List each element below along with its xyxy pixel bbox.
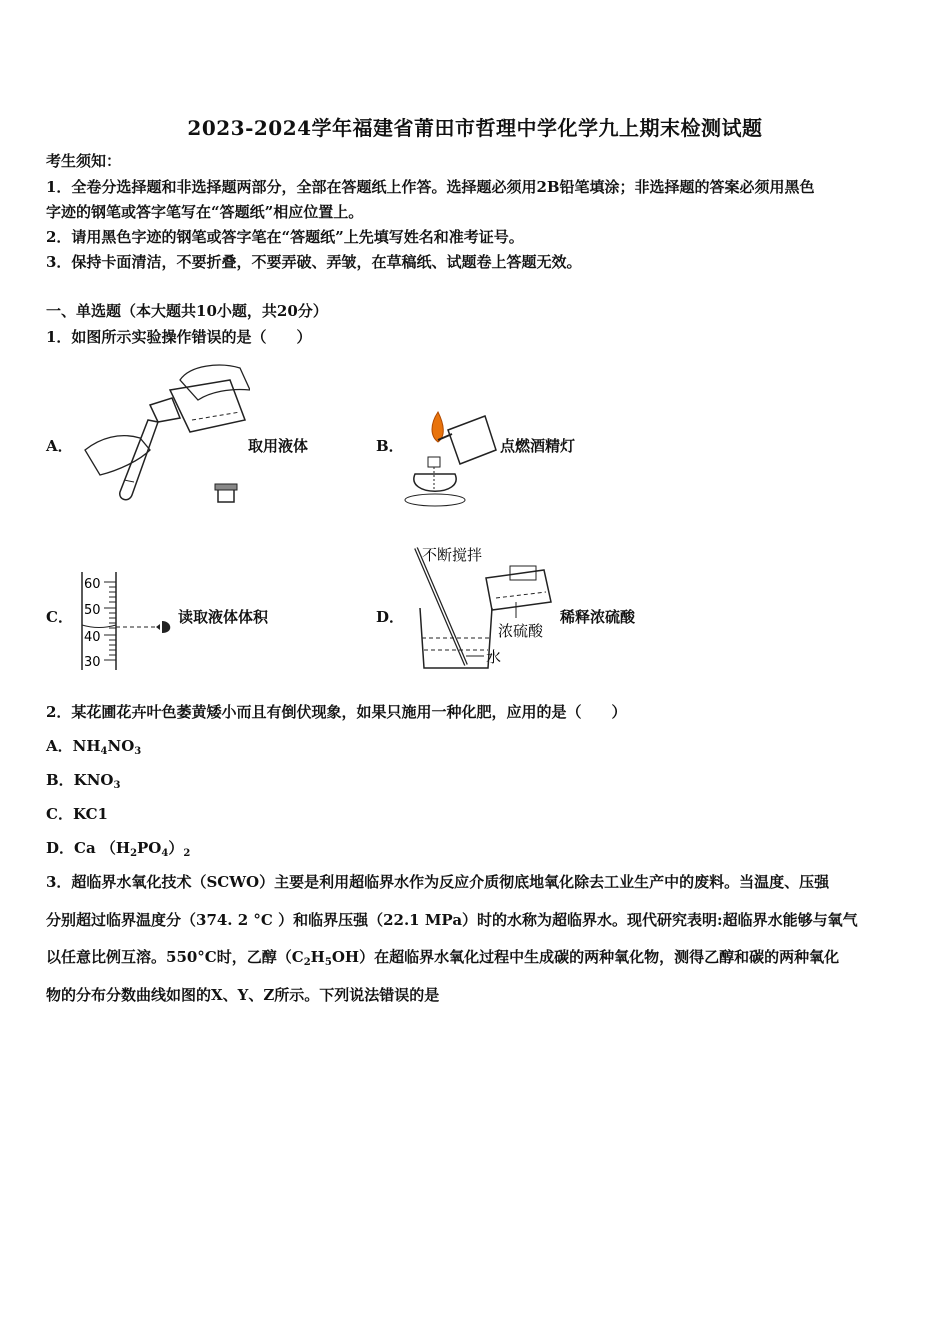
q1-option-c-letter: C． — [46, 608, 73, 626]
q1-option-b-caption: 点燃酒精灯 — [500, 437, 576, 455]
q1-option-b-letter: B． — [376, 437, 404, 455]
q2-option-c: C．KC1 — [46, 805, 108, 823]
cylinder-tick-60: 60 — [84, 577, 101, 592]
exam-title: 2023-2024学年福建省莆田市哲理中学化学九上期末检测试题 — [187, 116, 763, 140]
dilution-illustration — [406, 540, 556, 675]
q2-stem: 2．某花圃花卉叶色萎黄矮小而且有倒伏现象，如果只施用一种化肥，应用的是（ ） — [46, 703, 627, 721]
q3-line-2: 分别超过临界温度分（374. 2 °C ）和临界压强（22.1 MPa）时的水称为超临界水。现代研究表明:超临界水能够与氧气 — [46, 911, 858, 929]
label-acid: 浓硫酸 — [498, 622, 544, 640]
graduated-cylinder-illustration — [76, 570, 176, 674]
notice-item-1a: 1．全卷分选择题和非选择题两部分，全部在答题纸上作答。选择题必须用2B铅笔填涂；非选择题的答案必须用黑色 — [46, 178, 815, 196]
q3-line-4: 物的分布分数曲线如图的X、Y、Z所示。下列说法错误的是 — [46, 986, 440, 1004]
label-stir: 不断搅拌 — [422, 546, 483, 564]
q2-option-a: A．$NH_4NO_3$ — [46, 737, 142, 757]
notice-item-3: 3．保持卡面清洁，不要折叠，不要弄破、弄皱，在草稿纸、试题卷上答题无效。 — [46, 253, 582, 271]
q2-option-b: B．$KNO_3$ — [46, 771, 121, 791]
notice-heading: 考生须知： — [46, 152, 122, 170]
section-heading: 一、单选题（本大题共10小题，共20分） — [46, 302, 328, 320]
cylinder-tick-40: 40 — [84, 630, 101, 645]
notice-item-2: 2．请用黑色字迹的钢笔或答字笔在“答题纸”上先填写姓名和准考证号。 — [46, 228, 524, 246]
pouring-liquid-illustration — [80, 360, 250, 510]
label-water: 水 — [486, 648, 502, 666]
q1-option-c-caption: 读取液体体积 — [178, 608, 269, 626]
q1-option-a-caption: 取用液体 — [248, 437, 309, 455]
cylinder-tick-30: 30 — [84, 655, 101, 670]
alcohol-lamp-illustration — [400, 402, 500, 512]
q1-option-d-caption: 稀释浓硫酸 — [560, 608, 636, 626]
q2-option-d: D．Ca $(H_2PO_4)_2$ — [46, 839, 191, 859]
notice-item-1b: 字迹的钢笔或答字笔写在“答题纸”相应位置上。 — [46, 203, 364, 221]
q3-line-3: 以任意比例互溶。550°C时，乙醇$(C_2H_5OH)$在超临界水氧化过程中生成碳的两种氧化物，测得乙醇和碳的两种氧化 — [46, 948, 840, 968]
cylinder-tick-50: 50 — [84, 603, 101, 618]
q3-line-1: 3．超临界水氧化技术（SCWO）主要是利用超临界水作为反应介质彻底地氧化除去工业生产中的废料。当温度、压强 — [46, 873, 830, 891]
q1-option-a-letter: A． — [46, 437, 73, 455]
q1-stem: 1．如图所示实验操作错误的是（ ） — [46, 328, 312, 346]
q1-option-d-letter: D． — [376, 608, 405, 626]
